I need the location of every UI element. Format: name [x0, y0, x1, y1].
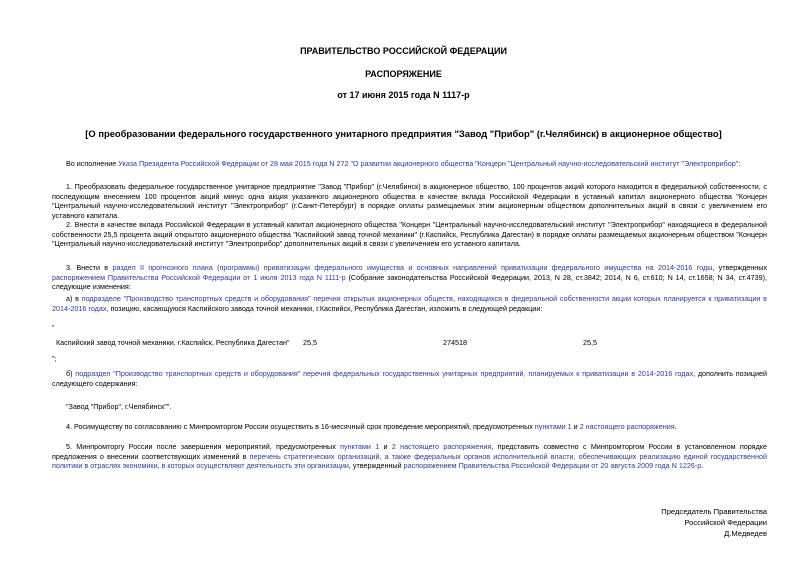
intro-paragraph — [52, 159, 767, 169]
subsection-oao-link[interactable]: подразделе "Производство транспортных средств и оборудования" перечня открытых акционерных обществ, находящихся в федеральной собственности акции которых планируется к приватизации в 2014-2016 годах — [52, 294, 768, 313]
document-date-number: от 17 июня 2015 года N 1117-р — [337, 90, 470, 100]
p4-text-c: . — [674, 422, 677, 431]
row-value-3: 25,5 — [583, 338, 597, 347]
p5-text-e: . — [701, 461, 704, 471]
row-value-2: 274518 — [443, 338, 467, 347]
government-heading: ПРАВИТЕЛЬСТВО РОССИЙСКОЙ ФЕДЕРАЦИИ — [300, 46, 507, 56]
paragraph-3a — [52, 294, 767, 313]
document-type: РАСПОРЯЖЕНИЕ — [365, 69, 442, 79]
pb-text-a: б) — [66, 369, 76, 378]
pa-text-a: а) в — [66, 294, 82, 303]
order-1226-link[interactable]: распоряжением Правительства Российской Федерации от 20 августа 2009 года N 1226-р — [403, 461, 702, 471]
p5-text-b: и — [379, 442, 392, 451]
table-row — [56, 338, 767, 350]
privatization-plan-link[interactable]: раздел II прогнозного плана (программы) приватизации федерального имущества и основных направлений приватизации федерального имущества на 2014-2016 годы — [112, 263, 713, 272]
order-1111-link[interactable]: распоряжением Правительства Российской Федерации от 1 июля 2013 года N 1111-р — [52, 272, 346, 282]
pa-text-b: , позицию, касающуюся Каспийского завода точной механики, г.Каспийск, Республика Дагестан, изложить в следующей редакции: — [106, 303, 543, 313]
p4-points-2-link[interactable]: 2 настоящего распоряжения — [579, 422, 675, 431]
p4-text-a: 4. Росимуществу по согласованию с Минпромторгом России осуществить в 16-месячный срок проведение мероприятий, предусмотренных — [66, 422, 535, 431]
p3-text-a: 3. Внести в — [66, 263, 113, 272]
intro-suffix: : — [738, 159, 741, 168]
p5-text-a: 5. Минпромторгу России после завершения мероприятий, предусмотренных — [66, 442, 341, 451]
decree-link[interactable]: Указа Президента Российской Федерации от 28 мая 2015 года N 272 "О развитии акционерного общества "Концерн "Центральный научно-исследовательский институт "Электроприбор" — [118, 159, 739, 168]
row-value-1: 25,5 — [303, 338, 317, 347]
pb-text-b: , дополнить позицией следующего содержания: — [52, 369, 768, 388]
paragraph-2: 2. Внести в качестве вклада Российской Федерации в уставный капитал акционерного общества "Концерн "Центральный научно-исследовательский институт "Электроприбор" находящиеся в федеральной собственности 25,5 процента акций открытого акционерного общества "Каспийский завод точной механики" (г.Каспийск, Республика Дагестан) в порядке оплаты размещаемых акционерным обществом "Концерн "Центральный научно-исследовательский институт "Электроприбор" дополнительных акций в связи с увеличением его уставного капитала. — [52, 220, 767, 249]
quote-close: "; — [52, 354, 57, 363]
subsection-fgup-link[interactable]: подраздел "Производство транспортных средств и оборудования" перечня федеральных государственных унитарных предприятий, планируемых к приватизации в 2014-2016 годах — [75, 369, 694, 378]
p5-text-d: , утвержденный — [348, 461, 404, 471]
paragraph-3 — [52, 263, 767, 292]
p4-points-1-link[interactable]: пунктами 1 — [534, 422, 572, 431]
signature-title-1: Председатель Правительства — [661, 507, 767, 516]
p3-text-c: (Собрание законодательства Российской Федерации, 2013, N 28, ст.3842; 2014, N 6, ст.610; N 14, ст.1658; N 34, ст.4739), следующие изменения: — [52, 272, 767, 292]
row-name: Каспийский завод точной механики, г.Каспийск, Республика Дагестан" — [56, 338, 290, 347]
signature-title-2: Российской Федерации — [684, 518, 767, 527]
paragraph-3b — [52, 369, 767, 388]
zavod-position: "Завод "Прибор", г.Челябинск"". — [66, 402, 172, 411]
p5-points-1-link[interactable]: пунктами 1 — [340, 442, 380, 451]
signature-name: Д.Медведев — [724, 529, 767, 538]
paragraph-4 — [52, 422, 767, 432]
intro-text: Во исполнение — [66, 159, 119, 168]
p5-text-c: , представить совместно с Минпромторгом России в установленном порядке предложения о внесении соответствующих изменений в — [52, 442, 767, 461]
strategic-list-link[interactable]: перечень стратегических организаций, а также федеральных органов исполнительной власти, обеспечивающих реализацию единой государственной политики в отраслях экономики, в которых осуществляют деятельность эти организации — [52, 451, 767, 471]
paragraph-5 — [52, 442, 767, 471]
document-title: [О преобразовании федерального государственного унитарного предприятия "Завод "Прибор" (г.Челябинск) в акционерное общество] — [85, 128, 722, 139]
p3-text-b: , утвержденных — [712, 263, 767, 272]
p5-points-2-link[interactable]: 2 настоящего распоряжения — [391, 442, 492, 451]
paragraph-1: 1. Преобразовать федеральное государственное унитарное предприятие "Завод "Прибор" (г.Челябинск) в акционерное общество, 100 процентов акций которого находится в федеральной собственности, с последующим внесением 100 процентов акций минус одна акция указанного акционерного общества в качестве вклада Российской Федерации в уставный капитал акционерного общества "Концерн "Центральный научно-исследовательский институт "Электроприбор" (г.Санкт-Петербург) в порядке оплаты размещаемых этим акционерным обществом дополнительных акций в связи с увеличением его уставного капитала. — [52, 182, 767, 220]
quote-open: " — [52, 323, 55, 332]
p4-text-b: и — [571, 422, 580, 431]
